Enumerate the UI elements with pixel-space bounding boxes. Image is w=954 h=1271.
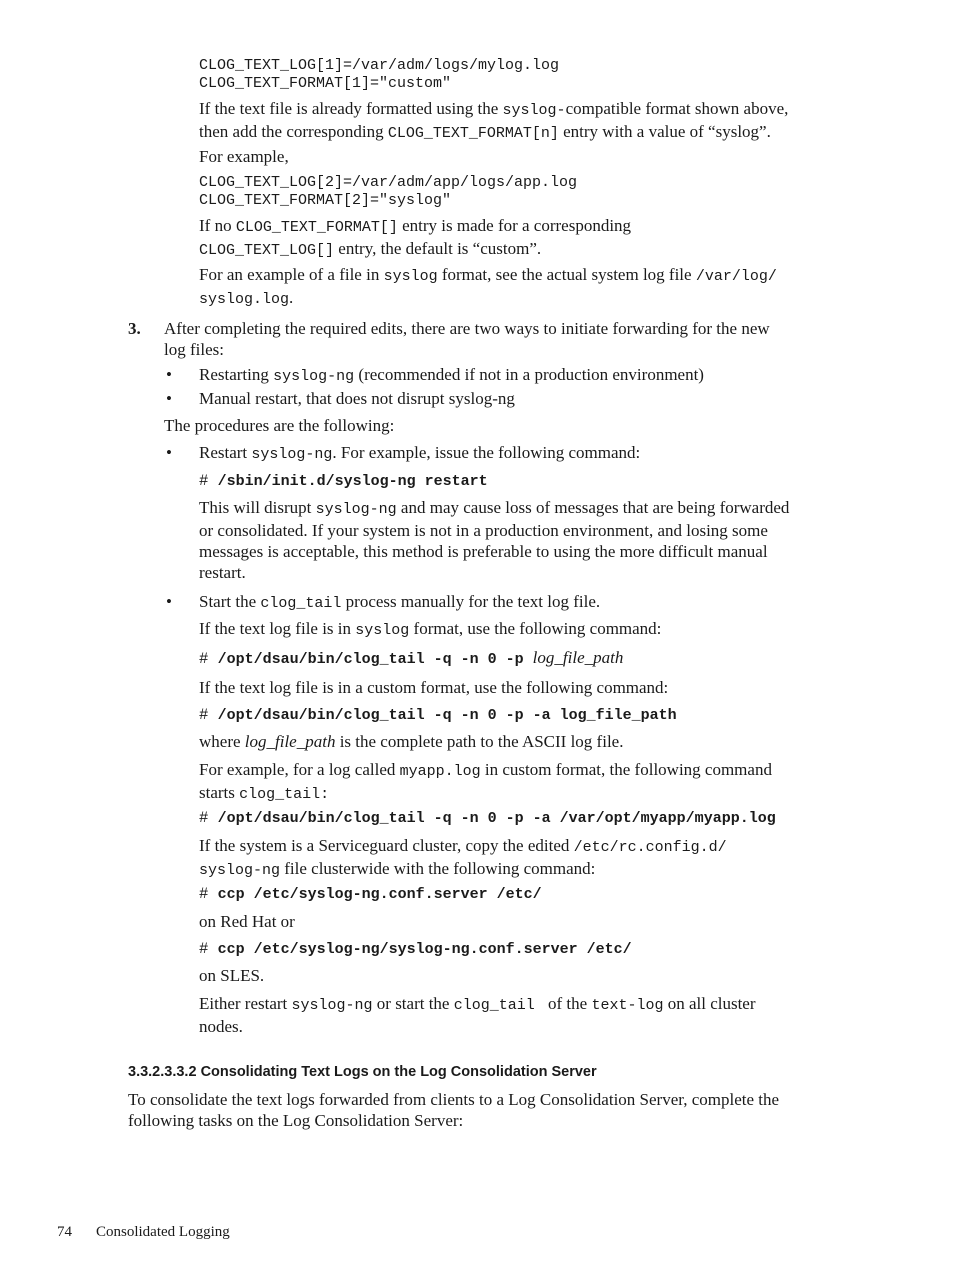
bullet-restart-syslog: Restart syslog-ng. For example, issue the following command:: [199, 443, 641, 463]
command-ccp-redhat: # ccp /etc/syslog-ng.conf.server /etc/: [199, 885, 542, 903]
paragraph-redhat: on Red Hat or: [199, 912, 295, 931]
command-ccp-sles: # ccp /etc/syslog-ng/syslog-ng.conf.server /etc/: [199, 940, 632, 958]
code-line: CLOG_TEXT_LOG[2]=/var/adm/app/logs/app.log: [199, 174, 578, 191]
paragraph-syslog-command: If the text log file is in syslog format, use the following command:: [199, 619, 662, 639]
code-line: CLOG_TEXT_FORMAT[1]="custom": [199, 75, 452, 92]
bullet-icon: •: [166, 592, 172, 611]
code-line: CLOG_TEXT_LOG[1]=/var/adm/logs/mylog.log: [199, 57, 560, 74]
bullet-restarting: Restarting syslog-ng (recommended if not in a production environment): [199, 365, 704, 385]
paragraph-for-example: For example,: [199, 147, 289, 166]
paragraph-consolidate: To consolidate the text logs forwarded from clients to a Log Consolidation Server, complete the following tasks on the Log Consolidation Server:: [128, 1090, 780, 1130]
paragraph-procedures: The procedures are the following:: [164, 416, 395, 435]
code-block-1: [199, 57, 559, 93]
paragraph-sles: on SLES.: [199, 966, 265, 985]
code-block-2: [199, 174, 577, 210]
bullet-icon: •: [166, 443, 172, 462]
bullet-manual-restart: Manual restart, that does not disrupt syslog-ng: [199, 389, 515, 408]
paragraph-myapp: For example, for a log called myapp.log in custom format, the following command starts clog_tail:: [199, 760, 772, 803]
command-clog-tail-syslog: # /opt/dsau/bin/clog_tail -q -n 0 -p log_file_path: [199, 648, 624, 668]
paragraph-cluster: If the system is a Serviceguard cluster, copy the edited /etc/rc.config.d/ syslog-ng file clusterwide with the following command:: [199, 836, 727, 879]
paragraph-disrupt: This will disrupt syslog-ng and may cause loss of messages that are being forwarded or consolidated. If your system is not in a production environment, and losing some messages is acceptable, this method is preferable to using the more difficult manual restart.: [199, 498, 790, 582]
paragraph-custom-command: If the text log file is in a custom format, use the following command:: [199, 678, 669, 697]
section-heading: 3.3.2.3.3.2 Consolidating Text Logs on the Log Consolidation Server: [128, 1064, 597, 1080]
bullet-start-clog-tail: Start the clog_tail process manually for the text log file.: [199, 592, 601, 612]
paragraph-default-custom: If no CLOG_TEXT_FORMAT[] entry is made for a corresponding CLOG_TEXT_LOG[] entry, the default is “custom”.: [199, 216, 632, 259]
command-restart: # /sbin/init.d/syslog-ng restart: [199, 472, 488, 490]
step-3-text: After completing the required edits, there are two ways to initiate forwarding for the new log files:: [164, 319, 770, 359]
step-number: 3.: [128, 319, 141, 338]
paragraph-syslog-format: If the text file is already formatted using the syslog-compatible format shown above, then add the corresponding CLOG_TEXT_FORMAT[n] entry with a value of “syslog”.: [199, 99, 789, 142]
paragraph-either: Either restart syslog-ng or start the clog_tail of the text-log on all cluster nodes.: [199, 994, 756, 1036]
page-number: 74: [57, 1224, 72, 1240]
paragraph-syslog-example: For an example of a file in syslog format, see the actual system log file /var/log/ syslog.log.: [199, 265, 777, 308]
bullet-icon: •: [166, 389, 172, 408]
footer-title: Consolidated Logging: [96, 1224, 230, 1240]
command-clog-tail-myapp: # /opt/dsau/bin/clog_tail -q -n 0 -p -a /var/opt/myapp/myapp.log: [199, 809, 776, 827]
paragraph-where: where log_file_path is the complete path to the ASCII log file.: [199, 732, 624, 751]
code-line: CLOG_TEXT_FORMAT[2]="syslog": [199, 192, 452, 209]
command-clog-tail-custom: # /opt/dsau/bin/clog_tail -q -n 0 -p -a log_file_path: [199, 706, 677, 724]
bullet-icon: •: [166, 365, 172, 384]
